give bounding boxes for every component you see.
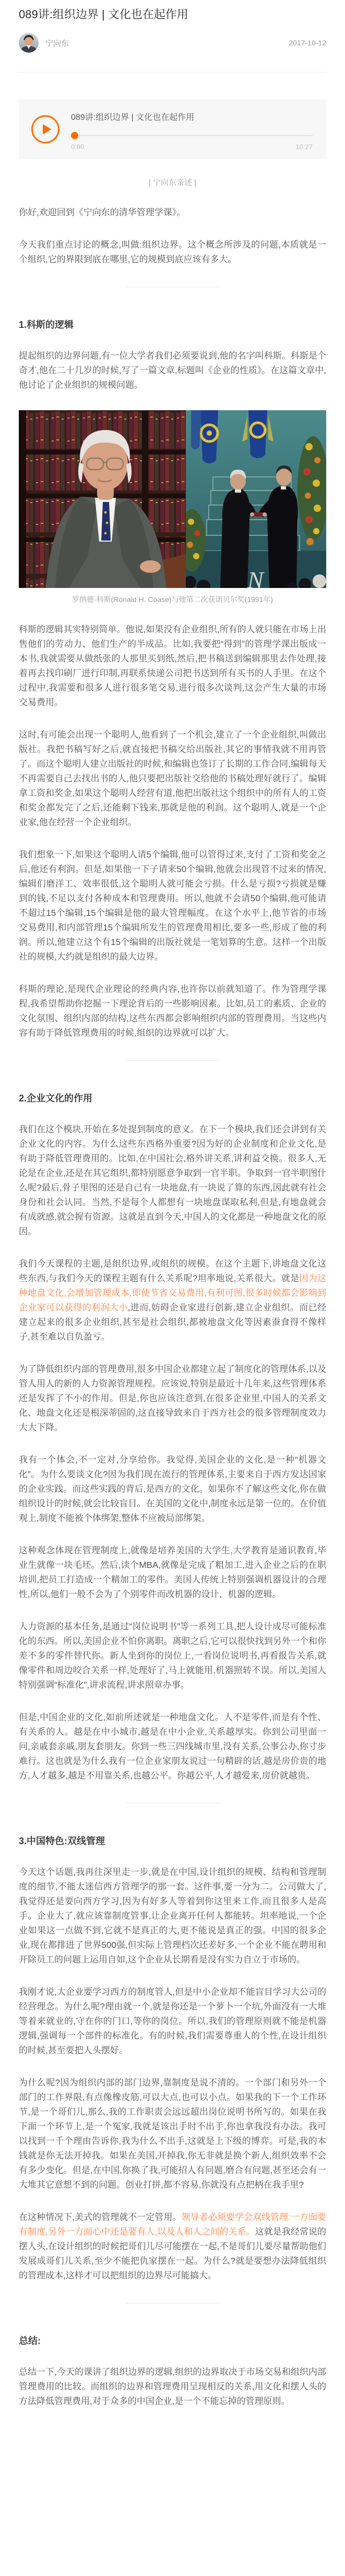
paragraph-text: 提起组织的边界问题,有一位大学者我们必须要说到,他的名字叫科斯。科斯是个奇才,他在二十几岁的时候,写了一篇文章,标题叫《企业的性质》。在这篇文章中,他讨论了企业组织的规模问题。 [19,351,326,390]
paragraph-text: 这就是我经常说的摆人头,在设计组织的时候把哥们儿尽可能摆在一起,不是哥们儿要尽量帮助他们发展成哥们儿关系,至少不能把仇家摆在一起。为什么?就是要想办法降低组织的管理成本,这样才可以把组织的边界尽可能搞大。 [19,2227,326,2280]
paragraph [19,1620,326,1692]
paragraph-text: 今天我们重点讨论的概念,叫做:组织边界。这个概念所涉及的问题,本质就是一个组织,它的界限到底在哪里,它的规模到底应该有多大。 [19,240,326,264]
progress-track[interactable] [78,135,313,136]
audio-title: 089讲:组织边界 | 文化也在起作用 [71,113,195,122]
publish-date: 2017-10-12 [289,39,326,47]
avatar-face [25,37,33,46]
paragraph [19,1122,326,1239]
paragraph [19,1710,326,1783]
coase-portrait-photo [19,410,186,588]
paragraph-text: 我们想象一下,如果这个聪明人请5个编辑,他可以管得过来,支付了工资和奖金之后,他还有利润。但是,如果他一下子请来50个编辑,他就会出现管不过来的情况,编辑们磨洋工、效率很低,这个聪明人就可能会亏损。什么是亏损?亏损就是赚到的钱,不足以支付各种成本和管理费用。所以,他就不会请50个编辑,他可能请不超过15个编辑,15个编辑是他的最大管理幅度。在这个水平上,他节省的市场交易费用,和内部管理15个编辑所发生的管理费用相比,要多一些,形成了他的利润。所以,他建立这个有15个编辑的出版社就是一笔划算的生意。这样一个出版社的规模,大约就是组织的最大边界。 [19,850,326,962]
paragraph-text: 科斯的理论,是现代企业理论的经典内容,也许你以前就知道了。作为管理学课程,我希望帮助你挖掘一下理论背后的一些影响因素。比如,员工的素质、企业的文化氛围、组织内部的结构,这些东西都会影响组织内部的管理费用。当这些内容有助于降低管理费用的时候,组织的边界就可以扩大。 [19,984,326,1038]
progress-bar[interactable] [71,132,313,139]
paragraph-text: 但是,中国企业的文化,如前所述就是一种地盘文化。人不是零件,而是有个性、有关系的人。越是在中小城市,越是在中小企业,关系越厚实。你到公司里面一问,亲戚套亲戚,朋友套朋友。你到一些三四线城市里,没有关系,公事公办,你寸步难行。这也就是为什么我有一位企业家朋友说过一句精辟的话,越是房价贵的地方,人才越多,越是不用靠关系,也越公平。你越公平,人才越爱来,房价就越贵。 [19,1712,326,1781]
figure-photos [19,410,326,588]
audio-player [19,100,326,159]
section-heading: 1.科斯的逻辑 [19,320,74,330]
paragraph [19,1362,326,1435]
paragraph [19,2076,326,2192]
paragraph [19,1543,326,1602]
paragraph-text: 为了降低组织内部的管理费用,很多中国企业都建立起了制度化的管理体系,以及管人用人的新的人力资源管理规程。应该说,特别是最近十几年来,这些管理体系还是发挥了不小的作用。但是,你也应该注意到,在很多企业里,中国人的关系文化、地盘文化还是根深蒂固的,这直接导致来自于西方社会的很多管理制度效力大大下降。 [19,1364,326,1432]
paragraph-text: ,进而,妨碍企业家进行创新,建立企业组织。而已经建立起来的很多企业组织,甚至是社会组织,都被地盘文化等因素蚕食得不像样子,甚至难以自负盈亏。 [19,1303,327,1342]
paragraph-text: 我有一个体会,不一定对,分享给你。我觉得,美国企业的文化,是一种“机器文化”。为什么要谈文化?因为我们现在流行的管理体系,主要来自于西方发达国家的企业实践。而这些实践的背后,是西方的文化。如果你不了解这些文化,你在做组织设计的时候,就会比较盲目。在美国的文化中,制度永远是第一位的。在价值观上,制度不能被个体绑架,整体不应被局部绑架。 [19,1455,326,1523]
figure-caption: 罗纳德·科斯(Ronald H. Coase)与他第二次获诺贝尔奖(1991年) [72,595,273,604]
paragraph [19,1985,326,2058]
section-heading: 总结: [19,2336,41,2346]
paragraph [19,238,326,267]
paragraph-text: 这种观念体现在管理制度上,就像是培养美国的大学生,大学教育是通识教育,毕业生就像一块毛坯。然后,读个MBA,就像是完成了粗加工,进入企业之后的在职培训,把员工打造成一个精加工的零件。美国人传统上特别强调机器设计的合理性,所以,他们一般不会为了个别零件而改机器的设计、机器的逻辑。 [19,1545,326,1599]
section-heading: 3.中国特色:双线管理 [19,1836,105,1846]
section-divider [126,1060,220,1061]
paragraph [19,622,326,710]
paragraph [19,2210,326,2283]
section-heading: 2.企业文化的作用 [19,1093,93,1103]
total-duration: 10:27 [295,143,313,151]
paragraph-text: 我们在这个模块,开始在多处提到制度的意义。在下一个模块,我们还会讲到有关企业文化的内容。为什么这些东西格外重要?因为好的企业制度和企业文化,是有助于降低管理费用的。比如,在中国社会,格外讲关系,讲利益交换。很多人,无论是在企业,还是在其它组织,都特别愿意争取到一官半职。争取到一官半职图什么呢?最后,骨子里图的还是自己有一块地盘,有一块说了算的东西,因此就有社会身份和社会认同。当然,不是每个人都想有一块地盘谋取私利,但是,有地盘就会有成就感,就会握有资源。这就是直到今天,中国人的文化都是一种地盘文化的原因。 [19,1124,326,1236]
nobel-ceremony-photo [186,410,326,588]
paragraph-text: 为什么呢?因为组织内部的部门边界,靠制度是说不清的。一个部门和另外一个部门的工作界限,有点像橡皮筋,可以大点,也可以小点。如果我的下一个工作环节,是一个哥们儿,那么,我的工作职责会远远超出岗位说明书所写的。如果在我下面一个环节上,是一个冤家,我就是该出手时不出手,你也拿我没有办法。我可以找到一千个理由告诉你,我为什么不出手,这就是上下级的博弈。可是,我的本钱就是你无法开掉我。如果在美国,开掉我,你无非就是换个新人,组织效率不会有多少变化。但是,在中国,你换了我,可能招人有问题,磨合有问题,甚至还会有一大堆其它意想不到的问题。创业打拼,都不容易,你就没有点把柄在我手里? [19,2078,326,2190]
highlighted-text: 领导者必须要学会双线管理:一方面要有制度,另外一方面心中还是要有人,以及人和人之间的关系。 [19,2212,326,2237]
progress-handle[interactable] [71,132,78,139]
paragraph [19,848,326,964]
svg-text:N: N [247,567,264,588]
paragraph [19,349,326,392]
paragraph-text: 你好,欢迎回到《宁向东的清华管理学课》。 [19,207,186,217]
author-row [19,32,326,53]
paragraph [19,1453,326,1526]
paragraph [19,2365,326,2409]
current-time: 0:00 [71,143,85,151]
paragraph [19,982,326,1040]
paragraph-text: 我刚才说,大企业要学习西方的制度管人,但是中小企业却不能盲目学习大公司的经营理念。为什么呢?理由就一个,就是你还是一个萝卜一个坑,外面没有一大堆等着来就业的,守在你的门口,等你的岗位。所以,我们的管理原则就不能是机器逻辑,强调每一个部件的标准化。有的时候,我们需要尊重人的个性,在设计组织的时候,甚至要把人头摆好。 [19,1987,326,2055]
narrator-byline: | 宁向东亲述 | [148,178,197,187]
play-button[interactable] [31,115,60,143]
play-triangle-icon [43,124,51,134]
section-divider [126,1803,220,1804]
paragraph-text: 这时,有可能会出现一个聪明人,他看到了一个机会,建立了一个企业组织,叫做出版社。我把书稿写好之后,就直接把书稿交给出版社,其它的事情我就不用再管了。而这个聪明人建立出版社的时候,和编辑也签订了长期的工作合同,编辑每天不再需要自己去找出书的人,他只要把出版社交给他的书稿处理好就行了。编辑拿工资和奖金,如果这个聪明人经营有道,他把出版社这个组织中的所有人的工资和奖金都发完了之后,还能剩下钱来,那就是他的利润。这个聪明人,就是一个企业家,他在经营一个企业组织。 [19,730,326,827]
time-row [71,143,313,151]
article-body [19,205,326,2409]
paragraph [19,1865,326,1967]
paragraph [19,728,326,830]
author-avatar[interactable] [19,33,39,53]
page-title: 089讲:组织边界 | 文化也在起作用 [19,8,188,21]
audio-player-body [71,112,313,151]
paragraph-text: 总结一下,今天的课讲了组织边界的逻辑,组织的边界取决于市场交易和组织内部管理费用的比较。而组织的边界和管理费用呈现相反的关系,用文化和摆人头的方法降低管理费用,对于众多的中国企业,是一个不能忘掉的管理原则。 [19,2367,326,2406]
paragraph-text: 人力资源的基本任务,是通过“岗位说明书”等一系列工具,把人设计成尽可能标准化的东西。所以,美国企业不怕你离职。离职之后,它可以很快找到另外一个和你差不多的零件替代你。新人坐到你的岗位上,一看岗位说明书,再看报告关系,就像零件和周边咬合关系一样,处理好了,马上就能用,机器照转不误。所以,美国人特别强调“标准化”,讲求流程,讲求照章办事。 [19,1622,326,1690]
author-name: 宁向东 [45,39,69,48]
highlighted-text: 因为这种地盘文化,会增加管理成本,即使节省交易费用,有利可图,很多时候都会影响到企业家可以获得的利润大小 [19,1273,327,1312]
paragraph [19,1257,326,1344]
paragraph [19,205,326,220]
paragraph-text: 科斯的逻辑其实特别简单。他说,如果没有企业组织,所有的人就只能在市场上出售他们的劳动力、他们生产的半成品。比如,我要把“得到”的管理学课出版成一本书,我就需要从做纸张的人那里买到纸,然后,把书稿送到编辑那里去作处理,接着再去找印刷厂进行印制,再联系快递公司把书送到所有买书的人手里。在这个过程中,我需要和很多人进行很多笔交易,进行很多次谈判,这会产生大量的市场交易费用。 [19,624,326,707]
paragraph-text: 今天这个话题,我再往深里走一步,就是在中国,设计组织的规模、结构和管理制度的细节,不能太迷信西方管理学的那一套。这件事,要一分为二。公司做大了,我觉得还是要向西方学习,因为有好多人等着到你这里来工作,而且很多人是高手。企业大了,就应该靠制度管事,让企业离开任何人都能转。坦率地说,一个企业如果这一点做不到,它就不是真正的大,更不能说是真正的强。中国的很多企业,现在都排进了世界500强,但实际上管理档次还差好多,一个企业不能在聘用和开除员工的问题上运用自如,这个企业从长期看是没有实力自立于市场的。 [19,1867,326,1965]
paragraph-text: 我们今天课程的主题,是组织边界,或组织的规模。在这个主题下,讲地盘文化这些东西,与我们今天的课程主题有什么关系呢?坦率地说,关系很大。就是 [19,1259,326,1283]
paragraph-text: 在这种情况下,美式的管理就不一定管用。 [19,2212,182,2222]
article-figure [19,410,326,605]
